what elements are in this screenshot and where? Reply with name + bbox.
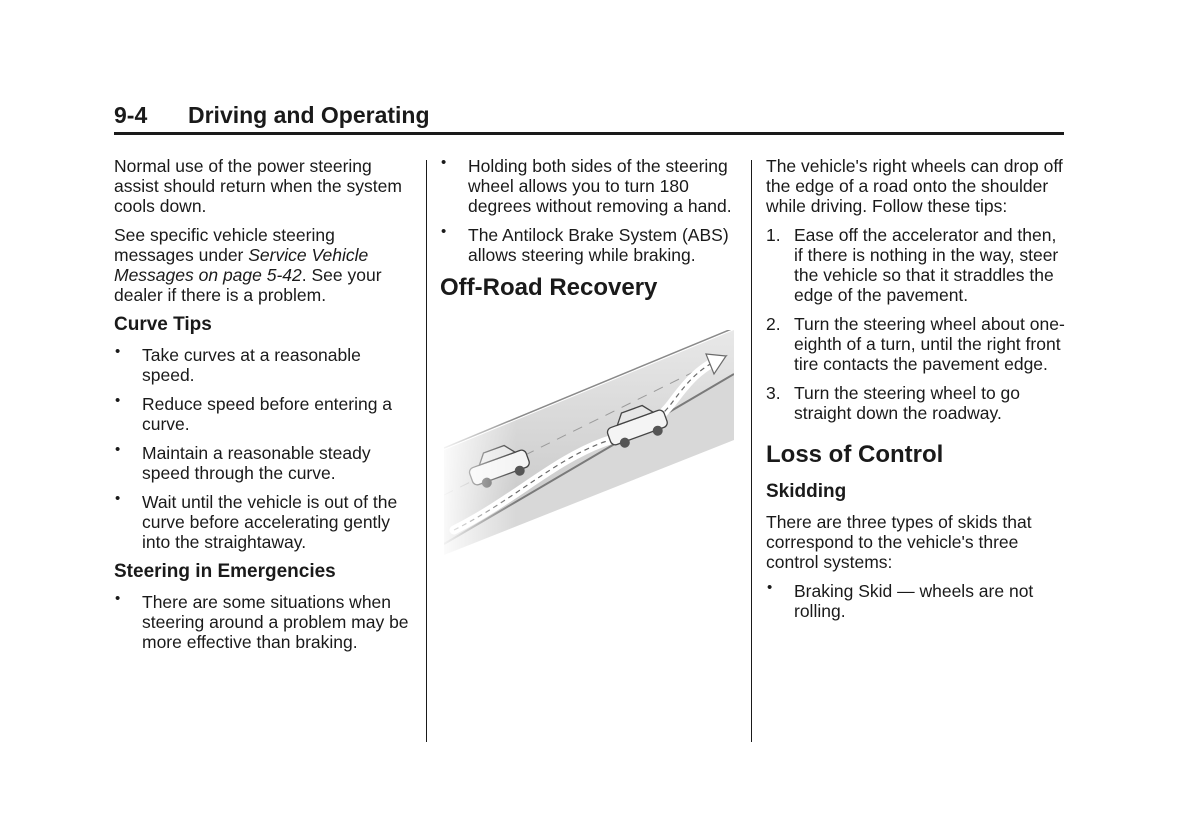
section-title: Driving and Operating [188, 102, 430, 128]
list-item: • There are some situations when steering around a problem may be more effective than braking. [115, 590, 409, 652]
bullet-icon: • [767, 579, 773, 596]
column-right [766, 156, 1066, 630]
bullet-icon: • [115, 590, 121, 607]
curve-tips-heading: Curve Tips [114, 314, 212, 335]
column-divider [426, 160, 427, 742]
list-item: • Maintain a reasonable steady speed through the curve. [115, 441, 371, 483]
list-item: • Holding both sides of the steering wheel allows you to turn 180 degrees without removing a hand. [441, 154, 732, 216]
loss-of-control-heading: Loss of Control [766, 441, 944, 468]
list-item: • Braking Skid — wheels are not rolling. [767, 579, 1034, 621]
list-item: • Take curves at a reasonable speed. [115, 343, 361, 385]
bullet-icon: • [441, 154, 447, 171]
step-number: 2. [766, 314, 781, 334]
list-item: • Wait until the vehicle is out of the curve before accelerating gently into the straightaway. [115, 490, 398, 552]
bullet-icon: • [115, 490, 121, 507]
off-road-recovery-illustration [444, 330, 734, 555]
page-header [114, 100, 1064, 135]
list-item: 1. Ease off the accelerator and then, if there is nothing in the way, steer the vehicle so that it straddles the edge of the pavement. [766, 225, 1059, 305]
bullet-list [766, 581, 1066, 621]
column-middle [440, 156, 740, 559]
bullet-list [114, 345, 414, 552]
step-number: 3. [766, 383, 781, 403]
list-item: 2. Turn the steering wheel about one-eighth of a turn, until the right front tire contacts the pavement edge. [766, 314, 1065, 374]
bullet-icon: • [115, 441, 121, 458]
list-item: • Reduce speed before entering a curve. [115, 392, 393, 434]
paragraph: Normal use of the power steering assist should return when the system cools down. [114, 156, 402, 216]
paragraph: There are three types of skids that correspond to the vehicle's three control systems: [766, 512, 1032, 572]
skidding-heading: Skidding [766, 481, 847, 502]
column-left [114, 156, 414, 661]
page-number: 9-4 [114, 102, 148, 128]
steering-emergencies-heading: Steering in Emergencies [114, 561, 336, 582]
cross-reference: Service Vehicle Messages on page 5-42 [114, 245, 369, 285]
step-number: 1. [766, 225, 781, 245]
bullet-icon: • [441, 223, 447, 240]
bullet-icon: • [115, 392, 121, 409]
list-item: • The Antilock Brake System (ABS) allows steering while braking. [441, 223, 729, 265]
paragraph: See specific vehicle steering messages under Service Vehicle Messages on page 5-42. See your dealer if there is a problem. [114, 225, 382, 305]
bullet-list [114, 592, 414, 652]
off-road-recovery-heading: Off-Road Recovery [440, 274, 658, 301]
paragraph: The vehicle's right wheels can drop off the edge of a road onto the shoulder while driving. Follow these tips: [766, 156, 1063, 216]
list-item: 3. Turn the steering wheel to go straight down the roadway. [766, 383, 1021, 423]
column-divider [751, 160, 752, 742]
bullet-list [440, 156, 740, 265]
numbered-list [766, 225, 1066, 423]
bullet-icon: • [115, 343, 121, 360]
